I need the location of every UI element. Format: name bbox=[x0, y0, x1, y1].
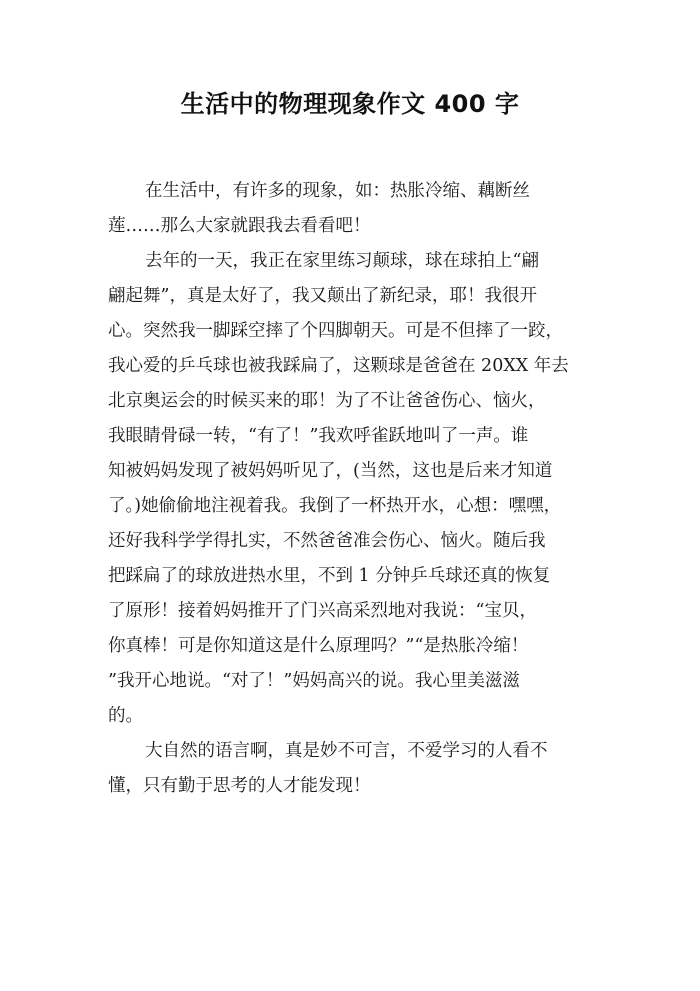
text-line: 我心爱的乒乓球也被我踩扁了，这颗球是爸爸在 20XX 年去 bbox=[108, 356, 569, 376]
text-line: 了。)她偷偷地注视着我。我倒了一杯热开水，心想：嘿嘿， bbox=[108, 496, 562, 516]
text-line: 心。突然我一脚踩空摔了个四脚朝天。可是不但摔了一跤， bbox=[108, 321, 563, 341]
text-line: 去年的一天，我正在家里练习颠球，球在球拍上“翩 bbox=[145, 251, 539, 271]
text-line: 在生活中，有许多的现象，如：热胀冷缩、藕断丝 bbox=[145, 181, 530, 201]
text-line: 把踩扁了的球放进热水里，不到 1 分钟乒乓球还真的恢复 bbox=[108, 566, 551, 586]
essay-body bbox=[108, 174, 608, 804]
text-line: 知被妈妈发现了被妈妈听见了，(当然，这也是后来才知道 bbox=[108, 461, 553, 481]
document-title: 生活中的物理现象作文 400 字 bbox=[180, 90, 520, 118]
text-line: 了原形！接着妈妈推开了门兴高采烈地对我说：“宝贝， bbox=[108, 601, 537, 621]
text-line: 懂，只有勤于思考的人才能发现！ bbox=[108, 776, 371, 796]
text-line: 我眼睛骨碌一转，“有了！”我欢呼雀跃地叫了一声。谁 bbox=[108, 426, 529, 446]
text-line: ”我开心地说。“对了！”妈妈高兴的说。我心里美滋滋 bbox=[108, 671, 520, 691]
text-line: 还好我科学学得扎实，不然爸爸准会伤心、恼火。随后我 bbox=[108, 531, 546, 551]
text-line: 大自然的语言啊，真是妙不可言，不爱学习的人看不 bbox=[145, 741, 548, 761]
text-line: 翩起舞”，真是太好了，我又颠出了新纪录，耶！我很开 bbox=[108, 286, 537, 306]
text-line: 莲……那么大家就跟我去看看吧！ bbox=[108, 216, 371, 236]
text-line: 北京奥运会的时候买来的耶！为了不让爸爸伤心、恼火， bbox=[108, 391, 546, 411]
text-line: 你真棒！可是你知道这是什么原理吗？”“是热胀冷缩！ bbox=[108, 636, 529, 656]
text-line: 的。 bbox=[108, 706, 143, 726]
